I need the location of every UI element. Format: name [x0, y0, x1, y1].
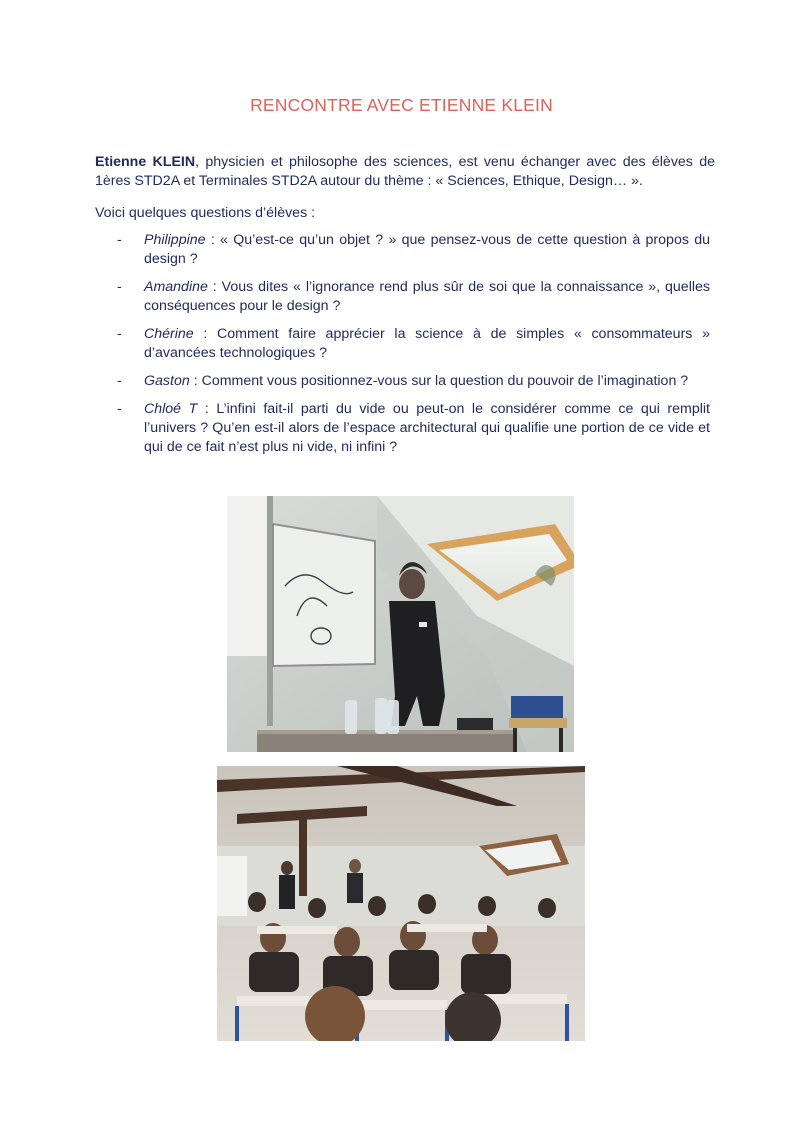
list-item	[0, 278, 710, 316]
bullet-dash: -	[117, 232, 122, 248]
photo-speaker-whiteboard	[227, 496, 574, 752]
question-text: : Comment faire apprécier la science à de simples « consommateurs » d’avancées technologiques ?	[144, 326, 710, 361]
question-author: Amandine	[144, 279, 208, 295]
list-item	[0, 372, 710, 391]
questions-list	[0, 231, 710, 466]
intro-text: , physicien et philosophe des sciences, est venu échanger avec des élèves de 1ères STD2A et Terminales STD2A autour du thème : « Sciences, Ethique, Design… ».	[95, 154, 715, 189]
question-text: : Vous dites « l’ignorance rend plus sûr de soi que la connaissance », quelles conséquences pour le design ?	[144, 279, 710, 314]
question-author: Philippine	[144, 232, 206, 248]
question-author: Gaston	[144, 373, 190, 389]
photo-classroom	[217, 766, 585, 1041]
bullet-dash: -	[117, 373, 122, 389]
speaker-name: Etienne KLEIN	[95, 154, 196, 170]
question-text: : « Qu’est-ce qu’un objet ? » que pensez-vous de cette question à propos du design ?	[144, 232, 710, 267]
question-author: Chloé T	[144, 401, 198, 417]
intro-paragraph	[95, 153, 715, 191]
question-text: : Comment vous positionnez-vous sur la question du pouvoir de l’imagination ?	[189, 373, 689, 389]
questions-lead: Voici quelques questions d’élèves :	[95, 205, 316, 221]
list-item	[0, 325, 710, 363]
photo-speaker-illustration	[227, 496, 574, 752]
page-title: RENCONTRE AVEC ETIENNE KLEIN	[250, 95, 553, 115]
list-item	[0, 400, 710, 457]
list-item	[0, 231, 710, 269]
bullet-dash: -	[117, 401, 122, 417]
photo-classroom-illustration	[217, 766, 585, 1041]
bullet-dash: -	[117, 279, 122, 295]
question-author: Chérine	[144, 326, 194, 342]
bullet-dash: -	[117, 326, 122, 342]
question-text: : L’infini fait-il parti du vide ou peut-on le considérer comme ce qui remplit l’univers ? Qu’en est-il alors de l’espace architectural qui qualifie une portion de ce vide et qui de ce fait n’est plus ni vide, ni infini ?	[144, 401, 710, 455]
